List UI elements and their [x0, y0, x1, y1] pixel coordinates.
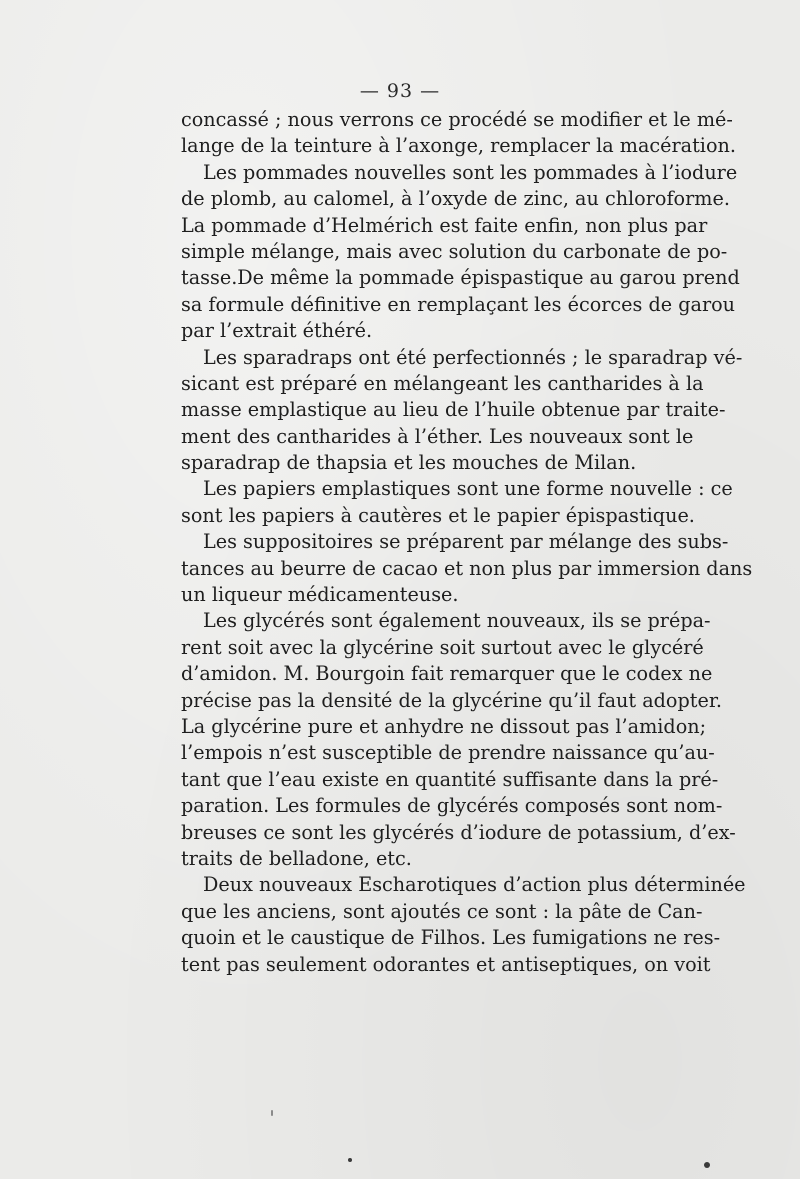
- text-line: Les sparadraps ont été perfectionnés ; le sparadrap vé-: [203, 345, 743, 369]
- text-line: Les papiers emplastiques sont une forme nouvelle : ce: [203, 477, 733, 501]
- text-line: que les anciens, sont ajoutés ce sont : la pâte de Can-: [181, 899, 703, 923]
- text-line: un liqueur médicamenteuse.: [181, 583, 459, 607]
- text-line: l’empois n’est susceptible de prendre naissance qu’au-: [181, 741, 715, 765]
- text-line: paration. Les formules de glycérés composés sont nom-: [181, 794, 723, 818]
- text-line: Les pommades nouvelles sont les pommades à l’iodure: [203, 160, 738, 184]
- text-line: de plomb, au calomel, à l’oxyde de zinc, au chloroforme.: [181, 187, 730, 211]
- ink-speck: [271, 1110, 273, 1116]
- text-line: masse emplastique au lieu de l’huile obtenue par traite-: [181, 398, 726, 422]
- text-line: sont les papiers à cautères et le papier épispastique.: [181, 503, 695, 527]
- text-line: par l’extrait éthéré.: [181, 319, 373, 343]
- text-line: quoin et le caustique de Filhos. Les fumigations ne res-: [181, 926, 721, 950]
- body-text: [181, 107, 753, 978]
- text-line: rent soit avec la glycérine soit surtout avec le glycéré: [181, 635, 704, 659]
- text-line: tent pas seulement odorantes et antiseptiques, on voit: [181, 952, 711, 976]
- text-line: sa formule définitive en remplaçant les écorces de garou: [181, 292, 736, 316]
- text-line: d’amidon. M. Bourgoin fait remarquer que le codex ne: [181, 662, 713, 686]
- text-line: précise pas la densité de la glycérine qu’il faut adopter.: [181, 688, 722, 712]
- text-line: Les suppositoires se préparent par mélange des subs-: [203, 530, 729, 554]
- text-line: La pommade d’Helmérich est faite enfin, non plus par: [181, 213, 708, 237]
- text-line: tances au beurre de cacao et non plus par immersion dans: [181, 556, 753, 580]
- text-line: Les glycérés sont également nouveaux, ils se prépa-: [203, 609, 711, 633]
- text-line: ment des cantharides à l’éther. Les nouveaux sont le: [181, 424, 694, 448]
- text-line: breuses ce sont les glycérés d’iodure de potassium, d’ex-: [181, 820, 736, 844]
- text-line: traits de belladone, etc.: [181, 846, 412, 870]
- text-line: tasse.De même la pommade épispastique au garou prend: [181, 266, 740, 290]
- page-number: — 93 —: [359, 80, 441, 102]
- text-line: Deux nouveaux Escharotiques d’action plus déterminée: [203, 873, 746, 897]
- text-line: simple mélange, mais avec solution du carbonate de po-: [181, 239, 728, 263]
- text-line: concassé ; nous verrons ce procédé se modifier et le mé-: [181, 108, 733, 131]
- ink-speck: [348, 1158, 352, 1162]
- text-line: sparadrap de thapsia et les mouches de Milan.: [181, 451, 637, 475]
- text-line: sicant est préparé en mélangeant les cantharides à la: [181, 371, 704, 395]
- text-line: La glycérine pure et anhydre ne dissout pas l’amidon;: [181, 714, 707, 738]
- ink-speck: [704, 1162, 710, 1168]
- text-line: lange de la teinture à l’axonge, remplacer la macération.: [181, 134, 736, 158]
- text-line: tant que l’eau existe en quantité suffisante dans la pré-: [181, 767, 719, 791]
